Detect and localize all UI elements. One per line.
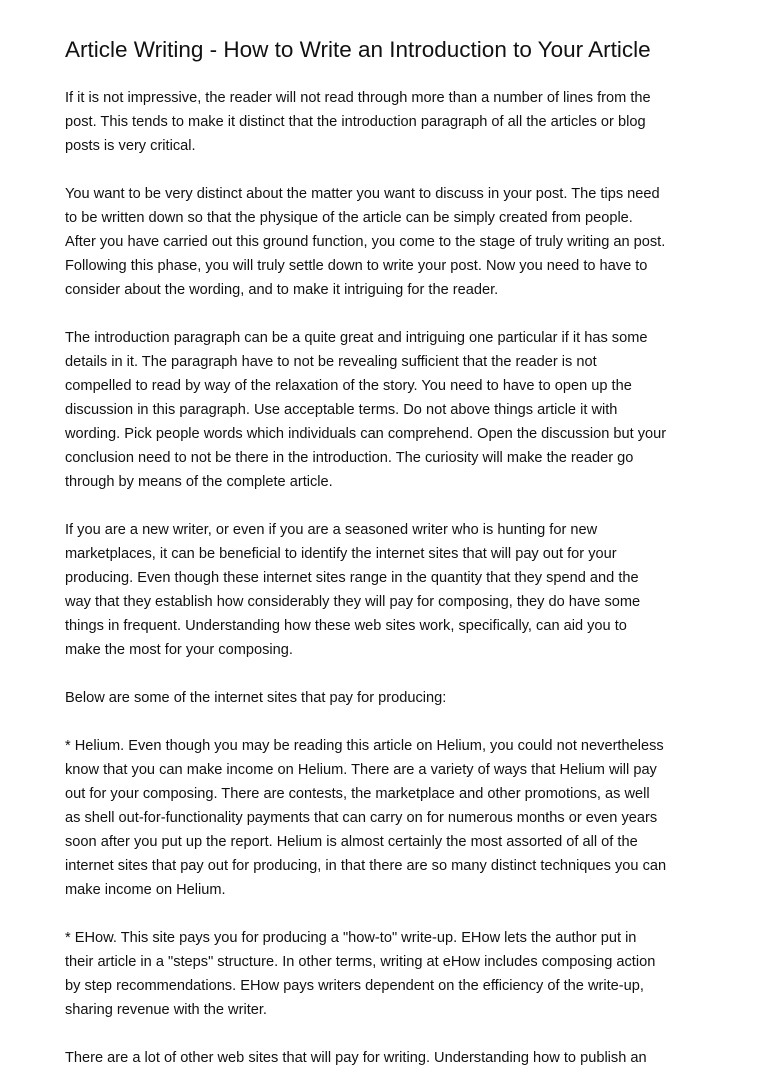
text-line: conclusion need to not be there in the introduction. The curiosity will make the reader go xyxy=(65,450,634,466)
text-line: * EHow. This site pays you for producing a "how-to" write-up. EHow lets the author put in xyxy=(65,930,637,946)
paragraph xyxy=(65,686,705,710)
text-line: compelled to read by way of the relaxation of the story. You need to have to open up the xyxy=(65,378,632,394)
paragraph xyxy=(65,326,705,494)
text-line: wording. Pick people words which individuals can comprehend. Open the discussion but your xyxy=(65,426,667,442)
text-line: things in frequent. Understanding how these web sites work, specifically, can aid you to xyxy=(65,618,627,634)
paragraph xyxy=(65,1046,705,1070)
text-line: producing. Even though these internet sites range in the quantity that they spend and the xyxy=(65,570,639,586)
text-line: through by means of the complete article. xyxy=(65,474,333,490)
text-line: discussion in this paragraph. Use acceptable terms. Do not above things article it with xyxy=(65,402,618,418)
document-body xyxy=(65,86,705,1087)
paragraph xyxy=(65,182,705,302)
text-line: know that you can make income on Helium. There are a variety of ways that Helium will pay xyxy=(65,762,657,778)
text-line: marketplaces, it can be beneficial to identify the internet sites that will pay out for your xyxy=(65,546,617,562)
text-line: by step recommendations. EHow pays writers dependent on the efficiency of the write-up, xyxy=(65,978,644,994)
text-line: If it is not impressive, the reader will not read through more than a number of lines from the xyxy=(65,90,651,106)
paragraph xyxy=(65,86,705,158)
text-line: soon after you put up the report. Helium is almost certainly the most assorted of all of the xyxy=(65,834,638,850)
paragraph xyxy=(65,926,705,1022)
text-line: If you are a new writer, or even if you are a seasoned writer who is hunting for new xyxy=(65,522,598,538)
text-line: sharing revenue with the writer. xyxy=(65,1002,267,1018)
text-line: post. This tends to make it distinct that the introduction paragraph of all the articles or blog xyxy=(65,114,646,130)
text-line: The introduction paragraph can be a quite great and intriguing one particular if it has some xyxy=(65,330,648,346)
text-line: After you have carried out this ground function, you come to the stage of truly writing an post. xyxy=(65,234,666,250)
text-line: consider about the wording, and to make it intriguing for the reader. xyxy=(65,282,499,298)
text-line: way that they establish how considerably they will pay for composing, they do have some xyxy=(65,594,641,610)
text-line: Following this phase, you will truly settle down to write your post. Now you need to have to xyxy=(65,258,648,274)
text-line: There are a lot of other web sites that will pay for writing. Understanding how to publish an xyxy=(65,1050,647,1066)
text-line: make the most for your composing. xyxy=(65,642,293,658)
text-line: as shell out-for-functionality payments that can carry on for numerous months or even years xyxy=(65,810,658,826)
text-line: their article in a "steps" structure. In other terms, writing at eHow includes composing action xyxy=(65,954,656,970)
text-line: out for your composing. There are contests, the marketplace and other promotions, as well xyxy=(65,786,650,802)
text-line: to be written down so that the physique of the article can be simply created from people. xyxy=(65,210,633,226)
paragraph xyxy=(65,518,705,662)
text-line: make income on Helium. xyxy=(65,882,226,898)
text-line: posts is very critical. xyxy=(65,138,196,154)
text-line: You want to be very distinct about the matter you want to discuss in your post. The tips need xyxy=(65,186,660,202)
document-title: Article Writing - How to Write an Introduction to Your Article xyxy=(65,37,651,62)
text-line: internet sites that pay out for producing, in that there are so many distinct techniques you can xyxy=(65,858,667,874)
text-line: details in it. The paragraph have to not be revealing sufficient that the reader is not xyxy=(65,354,597,370)
paragraph xyxy=(65,734,705,902)
text-line: * Helium. Even though you may be reading this article on Helium, you could not nevertheless xyxy=(65,738,664,754)
text-line: Below are some of the internet sites that pay for producing: xyxy=(65,690,447,706)
